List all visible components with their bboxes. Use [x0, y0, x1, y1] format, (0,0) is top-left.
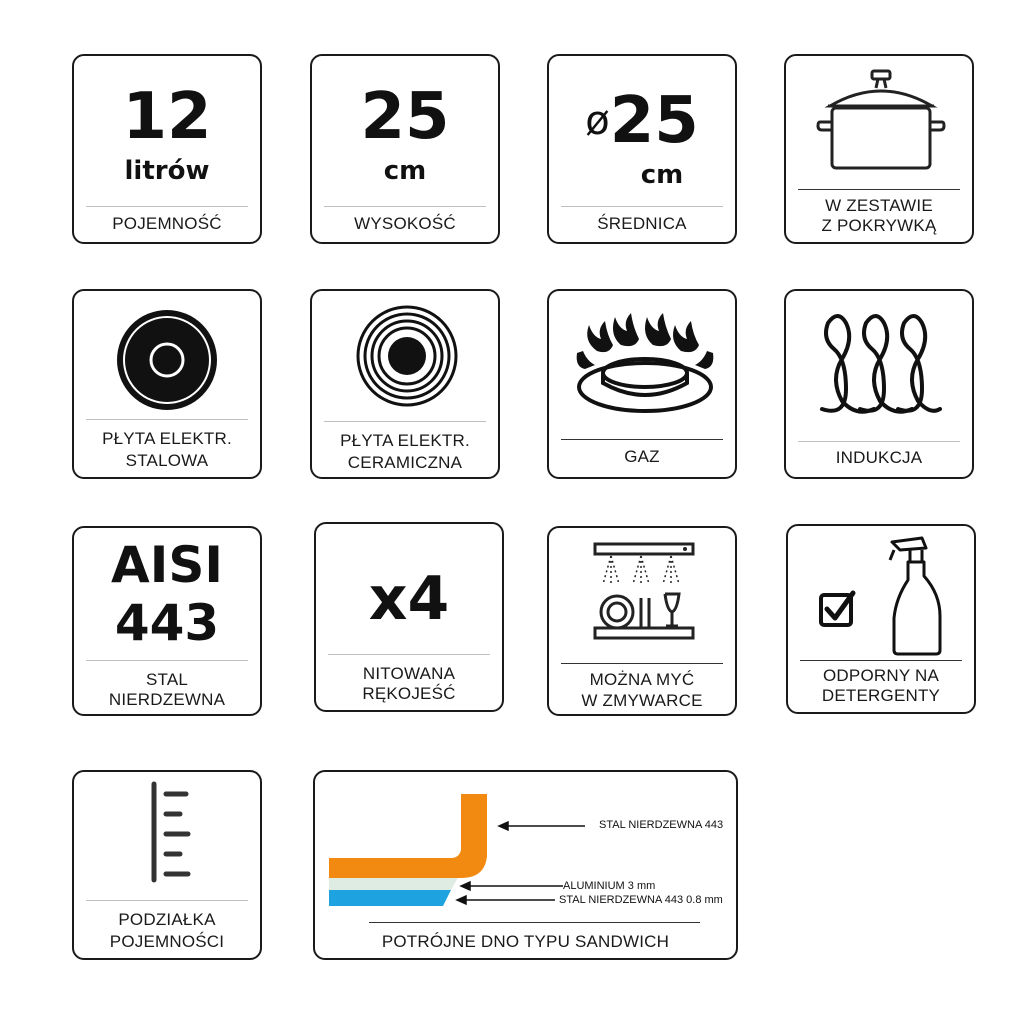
dishwasher-icon [589, 538, 701, 648]
steel-plate-label-2: STALOWA [125, 451, 209, 470]
scale-label-1: PODZIAŁKA [118, 910, 216, 929]
gas-card [547, 289, 737, 479]
gas-burner-icon [575, 311, 715, 416]
sandwich-card [313, 770, 738, 960]
sandwich-label-aluminium: ALUMINIUM 3 mm [563, 880, 656, 892]
steel-label-2: NIERDZEWNA [108, 690, 226, 709]
handle-rivet-count: x4 [368, 564, 450, 634]
detergent-label-2: DETERGENTY [821, 686, 941, 705]
sandwich-label-steel: STAL NIERDZEWNA 443 [599, 819, 724, 831]
scale-label-2: POJEMNOŚCI [109, 932, 225, 951]
pot-with-lid-icon [816, 68, 946, 178]
diameter-card [547, 54, 737, 244]
diameter-value: 25 [609, 84, 699, 158]
steel-card [72, 526, 262, 716]
divider [798, 189, 960, 190]
height-label: WYSOKOŚĆ [354, 214, 456, 233]
scale-card [72, 770, 262, 960]
induction-coil-icon [816, 309, 946, 419]
divider [86, 900, 248, 901]
checkbox-icon [818, 590, 856, 628]
divider [561, 663, 723, 664]
divider [369, 922, 700, 923]
induction-card [784, 289, 974, 479]
steel-plate-card [72, 289, 262, 479]
handle-card [314, 522, 504, 712]
diameter-label: ŚREDNICA [597, 214, 687, 233]
capacity-card [72, 54, 262, 244]
divider [86, 419, 248, 420]
divider [561, 439, 723, 440]
divider [798, 441, 960, 442]
capacity-label: POJEMNOŚĆ [112, 214, 222, 233]
ceramic-plate-label-1: PŁYTA ELEKTR. [340, 431, 470, 450]
sandwich-label-bottom: STAL NIERDZEWNA 443 0.8 mm [559, 894, 723, 906]
detergent-label-1: ODPORNY NA [823, 666, 939, 685]
height-card [310, 54, 500, 244]
divider [324, 206, 486, 207]
spray-bottle-icon [886, 536, 948, 656]
steel-hotplate-icon [114, 307, 220, 413]
steel-label-1: STAL [145, 670, 189, 689]
ceramic-hotplate-icon [354, 303, 460, 409]
dishwasher-card [547, 526, 737, 716]
dishwasher-label-1: MOŻNA MYĆ [589, 670, 695, 689]
sandwich-bottom-layer [329, 890, 451, 906]
divider [800, 660, 962, 661]
steel-grade-line-2: 443 [114, 594, 220, 652]
divider [328, 654, 490, 655]
diameter-symbol: ø [585, 98, 610, 144]
sandwich-aluminium-layer [329, 876, 459, 890]
height-value: 25 [360, 80, 450, 154]
dishwasher-label-2: W ZMYWARCE [581, 691, 703, 710]
sandwich-label: POTRÓJNE DNO TYPU SANDWICH [381, 932, 670, 951]
lid-card [784, 54, 974, 244]
lid-label-2: Z POKRYWKĄ [821, 216, 937, 235]
diameter-value-row [549, 86, 735, 156]
capacity-unit: litrów [124, 156, 210, 186]
handle-label-1: NITOWANA [362, 664, 456, 683]
induction-label: INDUKCJA [835, 448, 923, 467]
divider [86, 206, 248, 207]
detergent-card [786, 524, 976, 714]
divider [86, 660, 248, 661]
capacity-value: 12 [122, 80, 212, 154]
steel-grade-line-1: AISI [111, 536, 223, 594]
ceramic-plate-label-2: CERAMICZNA [347, 453, 463, 472]
measuring-scale-icon [146, 780, 196, 884]
lid-label-1: W ZESTAWIE [825, 196, 933, 215]
ceramic-plate-card [310, 289, 500, 479]
divider [324, 421, 486, 422]
height-unit: cm [383, 156, 427, 186]
handle-label-2: RĘKOJEŚĆ [362, 684, 456, 703]
steel-plate-label-1: PŁYTA ELEKTR. [102, 429, 232, 448]
divider [561, 206, 723, 207]
diameter-unit: cm [640, 160, 684, 190]
gas-label: GAZ [624, 447, 660, 466]
